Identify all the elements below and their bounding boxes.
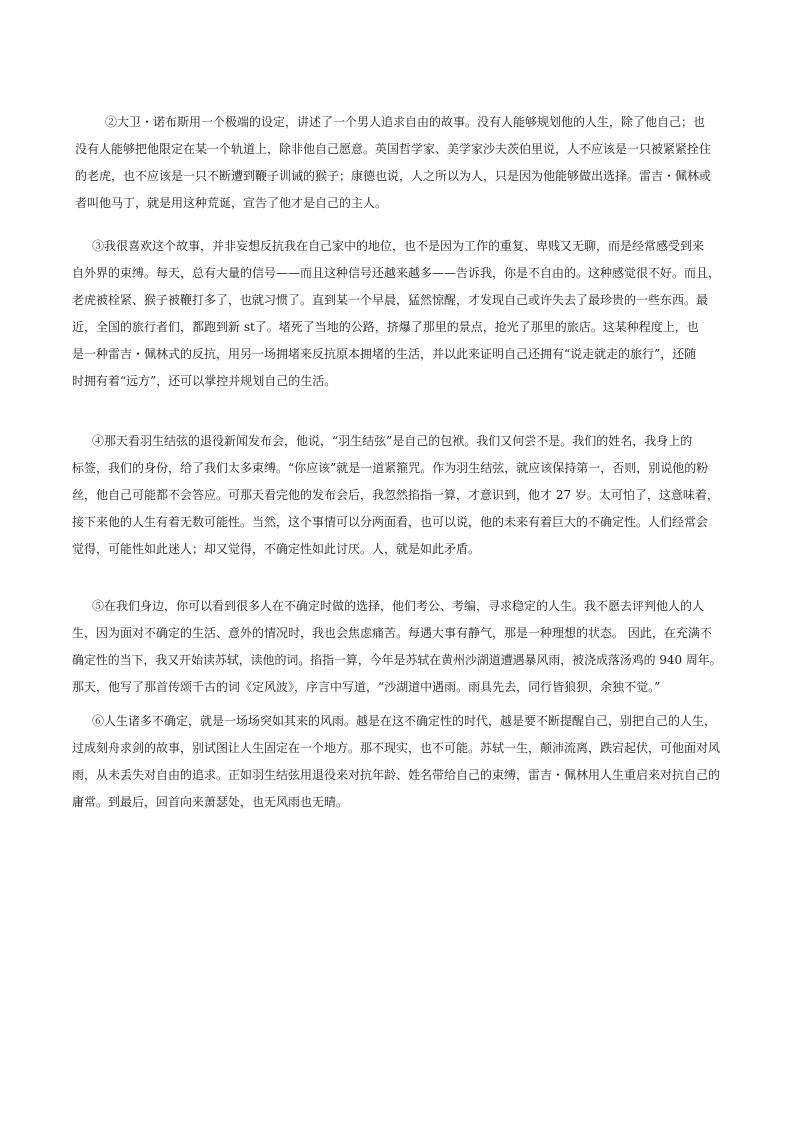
- paragraph-line: ⑥人生诸多不确定，就是一场场突如其来的风雨。越是在这不确定性的时代，越是要不断提醒自己，别把自己的人生，: [92, 714, 717, 728]
- paragraph-line: 过成刻舟求剑的故事，别试图让人生固定在一个地方。那不现实，也不可能。苏轼一生，颠沛流离，跌宕起伏，可他面对风: [72, 741, 721, 755]
- paragraph-line: 的老虎，也不应该是一只不断遭到鞭子训诫的猴子；康德也说，人之所以为人，只是因为他能够做出选择。雷吉・佩林或: [75, 169, 712, 183]
- paragraph-line: 近，全国的旅行者们，都跑到新 st了。堵死了当地的公路，挤爆了那里的景点，抢光了那里的旅店。这某种程度上，也: [72, 320, 699, 334]
- paragraph-line: ③我很喜欢这个故事，并非妄想反抗我在自己家中的地位，也不是因为工作的重复、卑贱又无聊，而是经常感受到来: [92, 239, 705, 253]
- paragraph-line: 自外界的束缚。每天，总有大量的信号——而且这种信号还越来越多——告诉我，你是不自由的。这种感觉很不好。而且，: [72, 266, 721, 280]
- paragraph-line: ②大卫・诺布斯用一个极端的设定，讲述了一个男人追求自由的故事。没有人能够规划他的人生，除了他自己；也: [105, 115, 706, 129]
- paragraph-line: ⑤在我们身边，你可以看到很多人在不确定时做的选择，他们考公、考编，寻求稳定的人生。我不愿去评判他人的人: [92, 599, 705, 613]
- paragraph-line: 那天，他写了那首传颂千古的词《定风波》，序言中写道，“沙湖道中遇雨。雨具先去，同行皆狼狈，余独不觉。”: [72, 680, 661, 694]
- paragraph-line: 丝，他自己可能都不会答应。可那天看完他的发布会后，我忽然掐指一算，才意识到，他才 27 岁。太可怕了，这意味着，: [72, 488, 719, 502]
- paragraph-line: 是一种雷吉・佩林式的反抗，用另一场拥堵来反抗原本拥堵的生活，并以此来证明自己还拥有“说走就走的旅行”，还随: [72, 347, 697, 361]
- paragraph-line: 老虎被栓紧、猴子被鞭打多了，也就习惯了。直到某一个早晨，猛然惊醒，才发现自己或许失去了最珍贵的一些东西。最: [72, 293, 709, 307]
- paragraph-line: 标签，我们的身份，给了我们太多束缚。“你应该”就是一道紧箍咒。作为羽生结弦，就应该保持第一，否则，别说他的粉: [72, 461, 709, 475]
- paragraph-line: ④那天看羽生结弦的退役新闻发布会，他说，“羽生结弦”是自己的包袱。我们又何尝不是。我们的姓名，我身上的: [92, 434, 693, 448]
- paragraph-line: 觉得，可能性如此迷人；却又觉得，不确定性如此讨厌。人，就是如此矛盾。: [72, 542, 481, 556]
- paragraph-line: 生，因为面对不确定的生活、意外的情况时，我也会焦虑痛苦。每遇大事有静气，那是一种理想的状态。 因此，在充满不: [72, 626, 712, 640]
- paragraph-line: 接下来他的人生有着无数可能性。当然，这个事情可以分两面看，也可以说，他的未来有着巨大的不确定性。人们经常会: [72, 515, 709, 529]
- paragraph-line: 时拥有着“远方”，还可以掌控并规划自己的生活。: [72, 374, 337, 388]
- paragraph-line: 没有人能够把他限定在某一个轨道上，除非他自己愿意。英国哲学家、美学家沙夫茨伯里说，人不应该是一只被紧紧拴住: [75, 142, 712, 156]
- paragraph-line: 确定性的当下，我又开始读苏轼，读他的词。掐指一算，今年是苏轼在黄州沙湖道遭遇暴风雨，被浇成落汤鸡的 940 周年。: [72, 653, 722, 667]
- paragraph-line: 雨，从未丢失对自由的追求。正如羽生结弦用退役来对抗年龄、姓名带给自己的束缚，雷吉・佩林用人生重启来对抗自己的: [72, 768, 721, 782]
- paragraph-line: 者叫他马丁，就是用这种荒诞，宣告了他才是自己的主人。: [75, 196, 388, 210]
- paragraph-line: 庸常。到最后，回首向来萧瑟处，也无风雨也无晴。: [72, 795, 349, 809]
